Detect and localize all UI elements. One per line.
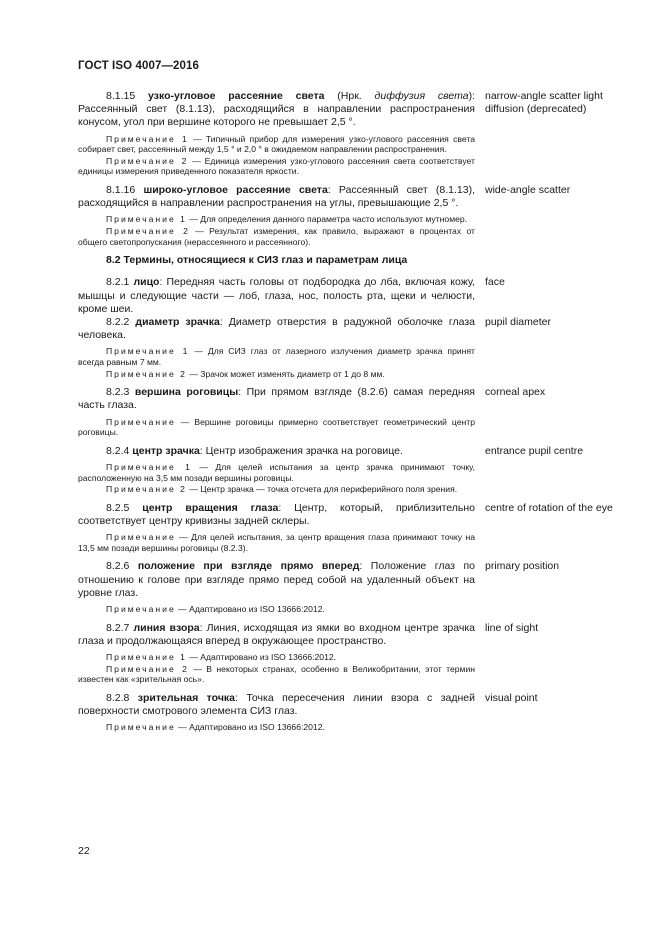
term-name: диаметр зрачка [135, 315, 220, 328]
term-definition: 8.2.1 лицо: Передняя часть головы от подбородка до лба, включая кожу, мышцы и следующие части — лоб, глаза, нос, полость рта, щеки и челюсти, кроме шеи. [78, 276, 475, 315]
term-note: Примечание 1 — Для СИЗ глаз от лазерного излучения диаметр зрачка принят всегда равным 7 мм. [78, 346, 475, 367]
term-name: зрительная точка [137, 691, 236, 704]
term-name: широко-угловое рассеяние света [143, 183, 328, 196]
term-note: Примечание 1 — Для определения данного параметра часто используют мутномер. [106, 214, 468, 225]
term-name: центр вращения глаза [142, 501, 279, 514]
term-entry [78, 445, 629, 495]
english-equivalent: wide-angle scatter [485, 183, 571, 196]
term-note: Примечание 2 — Зрачок может изменять диаметр от 1 до 8 мм. [106, 368, 385, 379]
term-entry [78, 316, 629, 379]
term-name: положение при взгляде прямо вперед [137, 560, 360, 573]
english-equivalent: face [485, 276, 505, 289]
term-entry [78, 692, 629, 733]
term-note: Примечание 2 — Результат измерения, как правило, выражают в процентах от общего светопропускания (нерассеянного и рассеянного). [78, 225, 475, 247]
term-note: Примечание 1 — Типичный прибор для измерения узко-углового рассеяния света собирает свет, рассеянный между 1,5 ° и 2,0 ° в ожидаемом направлении распространения. [78, 133, 475, 155]
term-note: Примечание — Вершине роговицы примерно соответствует геометрический центр роговицы. [78, 416, 475, 438]
english-equivalent: visual point [485, 691, 538, 704]
english-equivalent: centre of rotation of the eye [485, 501, 613, 514]
term-note: Примечание 2 — Единица измерения узко-углового рассеяния света соответствует единицы измерения приведенного показателя яркости. [78, 155, 475, 177]
term-note: Примечание — Для целей испытания, за центр вращения глаза принимают точку на 13,5 мм позади вершины роговицы (8.2.3). [78, 532, 475, 553]
term-note: Примечание 2 — В некоторых странах, особенно в Великобритании, этот термин известен как «зрительная ось». [78, 663, 475, 685]
term-entry [78, 560, 629, 614]
term-note: Примечание 1 — Для целей испытания за центр зрачка принимают точку, расположенную на 3,5 мм позади вершины роговицы. [78, 461, 475, 483]
section-title: 8.2 Термины, относящиеся к СИЗ глаз и параметрам лица [106, 254, 408, 267]
term-definition: 8.2.5 центр вращения глаза: Центр, который, приблизительно соответствует центру кривизны задней склеры. [78, 501, 475, 527]
english-equivalent: narrow-angle scatter light diffusion (deprecated) [485, 90, 603, 116]
term-entry [78, 386, 629, 438]
term-name: узко-угловое рассеяние света [148, 90, 325, 102]
term-note: Примечание — Адаптировано из ISO 13666:2012. [106, 722, 325, 733]
term-definition: 8.2.7 линия взора: Линия, исходящая из ямки во входном центре зрачка глаза и продолжающаяся вперед в окружающее пространство. [78, 621, 476, 647]
term-definition: 8.1.16 широко-угловое рассеяние света: Рассеянный свет (8.1.13), расходящийся в направлении распространения на углы, превышающие 2,5 °. [78, 183, 475, 210]
term-entry [78, 184, 629, 247]
english-equivalent: corneal apex [485, 386, 546, 399]
english-equivalent: line of sight [485, 621, 539, 634]
term-definition: 8.2.6 положение при взгляде прямо вперед: Положение глаз по отношению к голове при взгляде прямо перед собой на удаленный объект на уровне глаз. [78, 560, 475, 599]
term-definition: 8.2.2 диаметр зрачка: Диаметр отверстия в радужной оболочке глаза человека. [78, 315, 476, 342]
english-equivalent: primary position [485, 560, 560, 573]
term-definition: 8.2.8 зрительная точка: Точка пересечения линии взора с задней поверхности смотрового элемента СИЗ глаз. [78, 691, 475, 717]
english-equivalent: pupil diameter [485, 315, 551, 328]
terms-content [78, 90, 629, 740]
page-number: 22 [78, 845, 90, 857]
term-entry [78, 502, 629, 554]
term-name: вершина роговицы [134, 386, 239, 399]
term-entry [78, 276, 629, 316]
term-name: центр зрачка [132, 444, 200, 457]
english-equivalent: entrance pupil centre [485, 444, 584, 457]
term-note: Примечание — Адаптировано из ISO 13666:2012. [106, 603, 325, 614]
term-entry [78, 90, 629, 177]
document-header: ГОСТ ISO 4007—2016 [78, 60, 200, 72]
term-note: Примечание 1 — Адаптировано из ISO 13666:2012. [106, 651, 337, 662]
term-entry [78, 622, 629, 685]
term-name: лицо [133, 276, 160, 289]
term-definition: 8.1.15 узко-угловое рассеяние света (Нрк. диффузия света): Рассеянный свет (8.1.13), расходящийся в направлении распространения конусом, угол при вершине которого не превышает 2,5 °. [78, 90, 476, 129]
term-name: линия взора [133, 621, 200, 634]
term-definition: 8.2.3 вершина роговицы: При прямом взгляде (8.2.6) самая передняя часть глаза. [78, 386, 475, 412]
term-definition: 8.2.4 центр зрачка: Центр изображения зрачка на роговице. [106, 444, 403, 457]
term-note: Примечание 2 — Центр зрачка — точка отсчета для периферийного поля зрения. [106, 484, 458, 495]
